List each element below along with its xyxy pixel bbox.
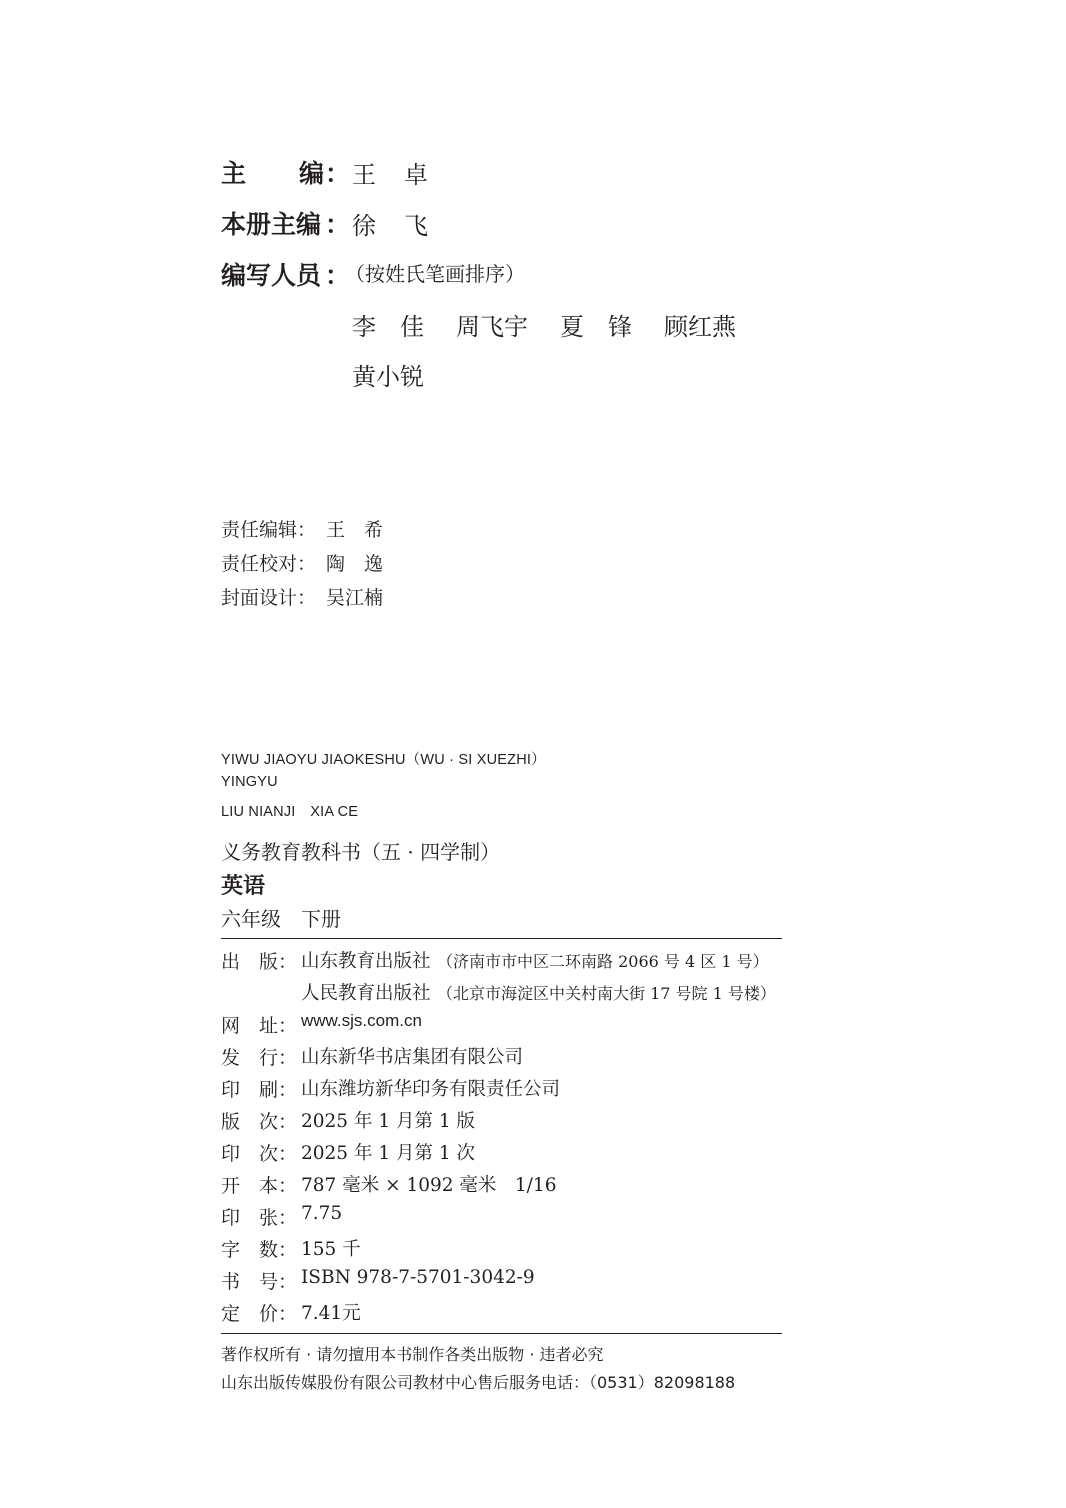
- pinyin-line: LIU NIANJI XIA CE: [221, 804, 359, 820]
- pinyin-line: YIWU JIAOYU JIAOKESHU（WU · SI XUEZHI）: [221, 752, 546, 768]
- chief-editor-colon: ：: [325, 159, 351, 188]
- series-title: 义务教育教科书（五 · 四学制）: [221, 840, 501, 864]
- info-key: 开 本：: [221, 1175, 298, 1197]
- info-key: 印 次：: [221, 1143, 298, 1165]
- writers-label: 编写人员: [221, 261, 322, 290]
- info-key: 印 刷：: [221, 1079, 298, 1101]
- staff-label: 责任校对：: [221, 553, 317, 575]
- grade-volume: 六年级 下册: [221, 907, 341, 931]
- info-key: 印 张：: [221, 1207, 298, 1229]
- info-key: 发 行：: [221, 1047, 298, 1069]
- writers-colon: ：: [325, 261, 351, 290]
- divider-top: [221, 938, 782, 939]
- writer-name: 李 佳: [352, 313, 424, 341]
- staff-label: 封面设计：: [221, 587, 317, 609]
- chief-editor-name-a: 王: [352, 161, 376, 189]
- info-value: 山东潍坊新华印务有限责任公司: [301, 1079, 561, 1100]
- volume-editor-name-a: 徐: [352, 212, 376, 240]
- info-key: 版 次：: [221, 1111, 298, 1133]
- info-value: 2025 年 1 月第 1 次: [301, 1143, 476, 1164]
- info-value: 7.75: [301, 1203, 343, 1224]
- writers-order-note: （按姓氏笔画排序）: [345, 262, 525, 286]
- writer-name: 顾红燕: [664, 313, 736, 341]
- volume-editor-name-b: 飞: [404, 212, 428, 240]
- staff-label: 责任编辑：: [221, 519, 317, 541]
- service-phone: 山东出版传媒股份有限公司教材中心售后服务电话：（0531）82098188: [221, 1373, 736, 1392]
- info-key: 网 址：: [221, 1015, 298, 1037]
- pinyin-line: YINGYU: [221, 774, 278, 790]
- volume-editor-label: 本册主编: [221, 210, 322, 239]
- info-value: 2025 年 1 月第 1 版: [301, 1111, 476, 1132]
- chief-editor-name-b: 卓: [404, 161, 428, 189]
- writer-name: 黄小锐: [352, 363, 424, 391]
- writer-name: 夏 锋: [560, 313, 632, 341]
- publisher-address: （北京市海淀区中关村南大街 17 号院 1 号楼）: [437, 984, 776, 1003]
- copyright-notice: 著作权所有 · 请勿擅用本书制作各类出版物 · 违者必究: [221, 1345, 604, 1364]
- staff-value: 王 希: [326, 519, 384, 541]
- publisher-name: 山东教育出版社: [301, 951, 431, 972]
- chief-editor-label-a: 主: [221, 159, 247, 188]
- staff-value: 陶 逸: [326, 553, 384, 575]
- chief-editor-label-b: 编: [299, 159, 325, 188]
- subject-title: 英语: [221, 874, 266, 899]
- staff-value: 吴江楠: [326, 587, 384, 609]
- publisher-address: （济南市市中区二环南路 2066 号 4 区 1 号）: [437, 952, 769, 971]
- writer-name: 周飞宇: [456, 313, 528, 341]
- price-value: 7.41元: [301, 1303, 361, 1324]
- info-key: 书 号：: [221, 1271, 298, 1293]
- info-value: 山东新华书店集团有限公司: [301, 1047, 524, 1068]
- info-key: 定 价：: [221, 1303, 298, 1325]
- divider-bottom: [221, 1333, 782, 1334]
- isbn-value: ISBN 978-7-5701-3042-9: [301, 1267, 535, 1288]
- volume-editor-colon: ：: [325, 210, 351, 239]
- info-value: 787 毫米 × 1092 毫米 1/16: [301, 1175, 557, 1196]
- info-key: 字 数：: [221, 1239, 298, 1261]
- info-value: 155 千: [301, 1239, 361, 1260]
- publisher-key: 出 版：: [221, 951, 298, 973]
- publisher-name: 人民教育出版社: [301, 983, 431, 1004]
- website-link[interactable]: www.sjs.com.cn: [301, 1011, 422, 1030]
